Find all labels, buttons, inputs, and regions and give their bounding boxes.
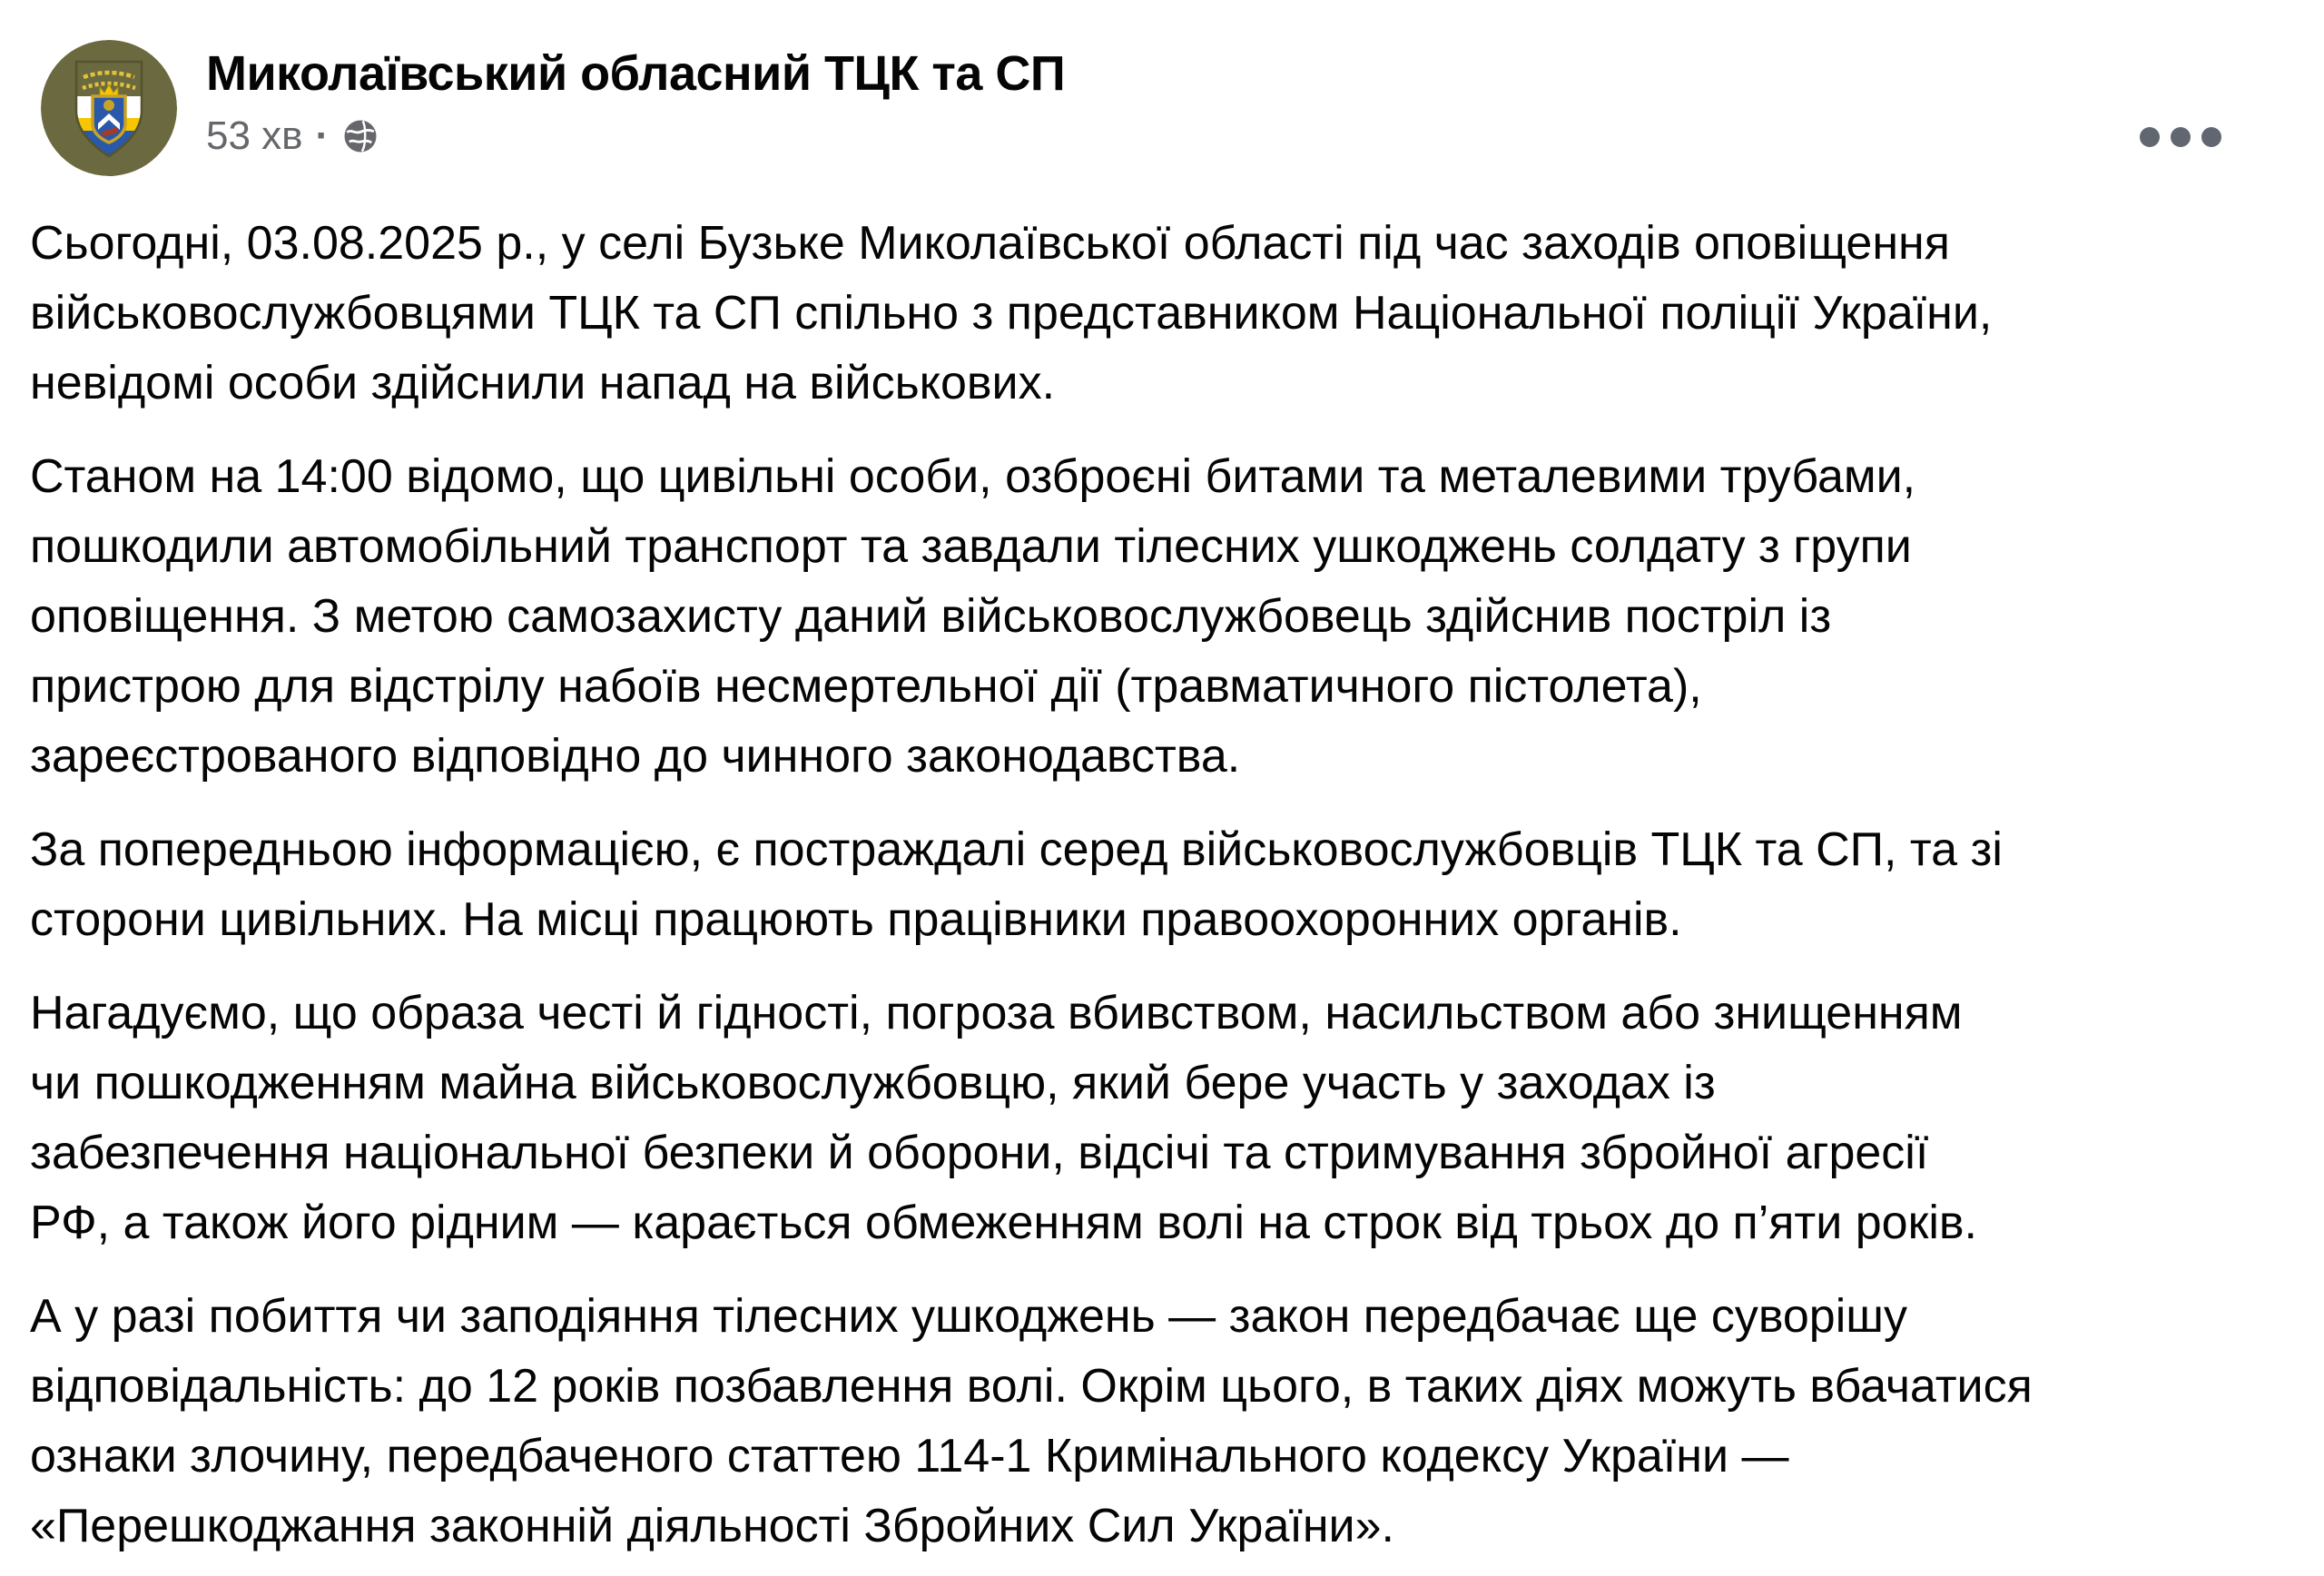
post-line: ознаки злочину, передбаченого статтею 114-1 Кримінального кодексу України —: [30, 1430, 1789, 1482]
post-line: оповіщення. З метою самозахисту даний військовослужбовець здійснив постріл із: [30, 590, 1832, 643]
avatar[interactable]: [41, 40, 177, 176]
post-line: забезпечення національної безпеки й оборони, відсічі та стримування збройної агресії: [30, 1127, 1929, 1179]
header-text: [206, 40, 1065, 158]
post-line: пошкодили автомобільний транспорт та завдали тілесних ушкоджень солдату з групи: [30, 520, 1912, 573]
post-paragraph: [30, 815, 2313, 955]
post-paragraph: [30, 979, 2313, 1258]
post-line: невідомі особи здійснили напад на військових.: [30, 357, 1056, 409]
post-line: А у разі побиття чи заподіяння тілесних ушкоджень — закон передбачає ще суворішу: [30, 1290, 1907, 1343]
post-paragraph: [30, 442, 2313, 792]
post-line: відповідальність: до 12 років позбавлення волі. Окрім цього, в таких діях можуть вбачатися: [30, 1360, 2033, 1413]
post-line: Сьогодні, 03.08.2025 р., у селі Бузьке Миколаївської області під час заходів оповіщення: [30, 217, 1950, 270]
mykolaiv-tcc-emblem-icon: [41, 40, 177, 176]
post-menu-button[interactable]: [2131, 118, 2230, 156]
meta-separator: ·: [315, 113, 330, 158]
timestamp[interactable]: 53 хв: [206, 113, 303, 158]
post-line: За попередньою інформацією, є постраждалі серед військовослужбовців ТЦК та СП, та зі: [30, 823, 2003, 876]
post-line: Нагадуємо, що образа честі й гідності, погроза вбивством, насильством або знищенням: [30, 987, 1963, 1039]
post-line: Станом на 14:00 відомо, що цивільні особи, озброєні битами та металевими трубами,: [30, 450, 1916, 503]
post-line: «Перешкоджання законній діяльності Збройних Сил України».: [30, 1500, 1394, 1552]
post-paragraph: [30, 209, 2313, 419]
post-line: військовослужбовцями ТЦК та СП спільно з представником Національної поліції України,: [30, 287, 1993, 340]
post-meta: [206, 114, 1065, 158]
post-line: пристрою для відстрілу набоїв несмертельної дії (травматичного пістолета),: [30, 660, 1702, 713]
post-line: зареєстрованого відповідно до чинного законодавства.: [30, 730, 1241, 783]
ellipsis-icon: [2201, 127, 2221, 147]
post-paragraph: [30, 1282, 2313, 1561]
post-text: [30, 209, 2313, 1576]
post-line: РФ, а також його рідним — карається обмеженням волі на строк від трьох до п’яти років.: [30, 1197, 1977, 1249]
globe-icon: [341, 117, 379, 155]
post-header: [41, 40, 2283, 176]
post-line: сторони цивільних. На місці працюють працівники правоохоронних органів.: [30, 893, 1682, 946]
post-line: чи пошкодженням майна військовослужбовцю, який бере участь у заходах із: [30, 1057, 1716, 1109]
ellipsis-icon: [2140, 127, 2160, 147]
page-name-link[interactable]: Миколаївський обласний ТЦК та СП: [206, 46, 1066, 101]
ellipsis-icon: [2171, 127, 2191, 147]
